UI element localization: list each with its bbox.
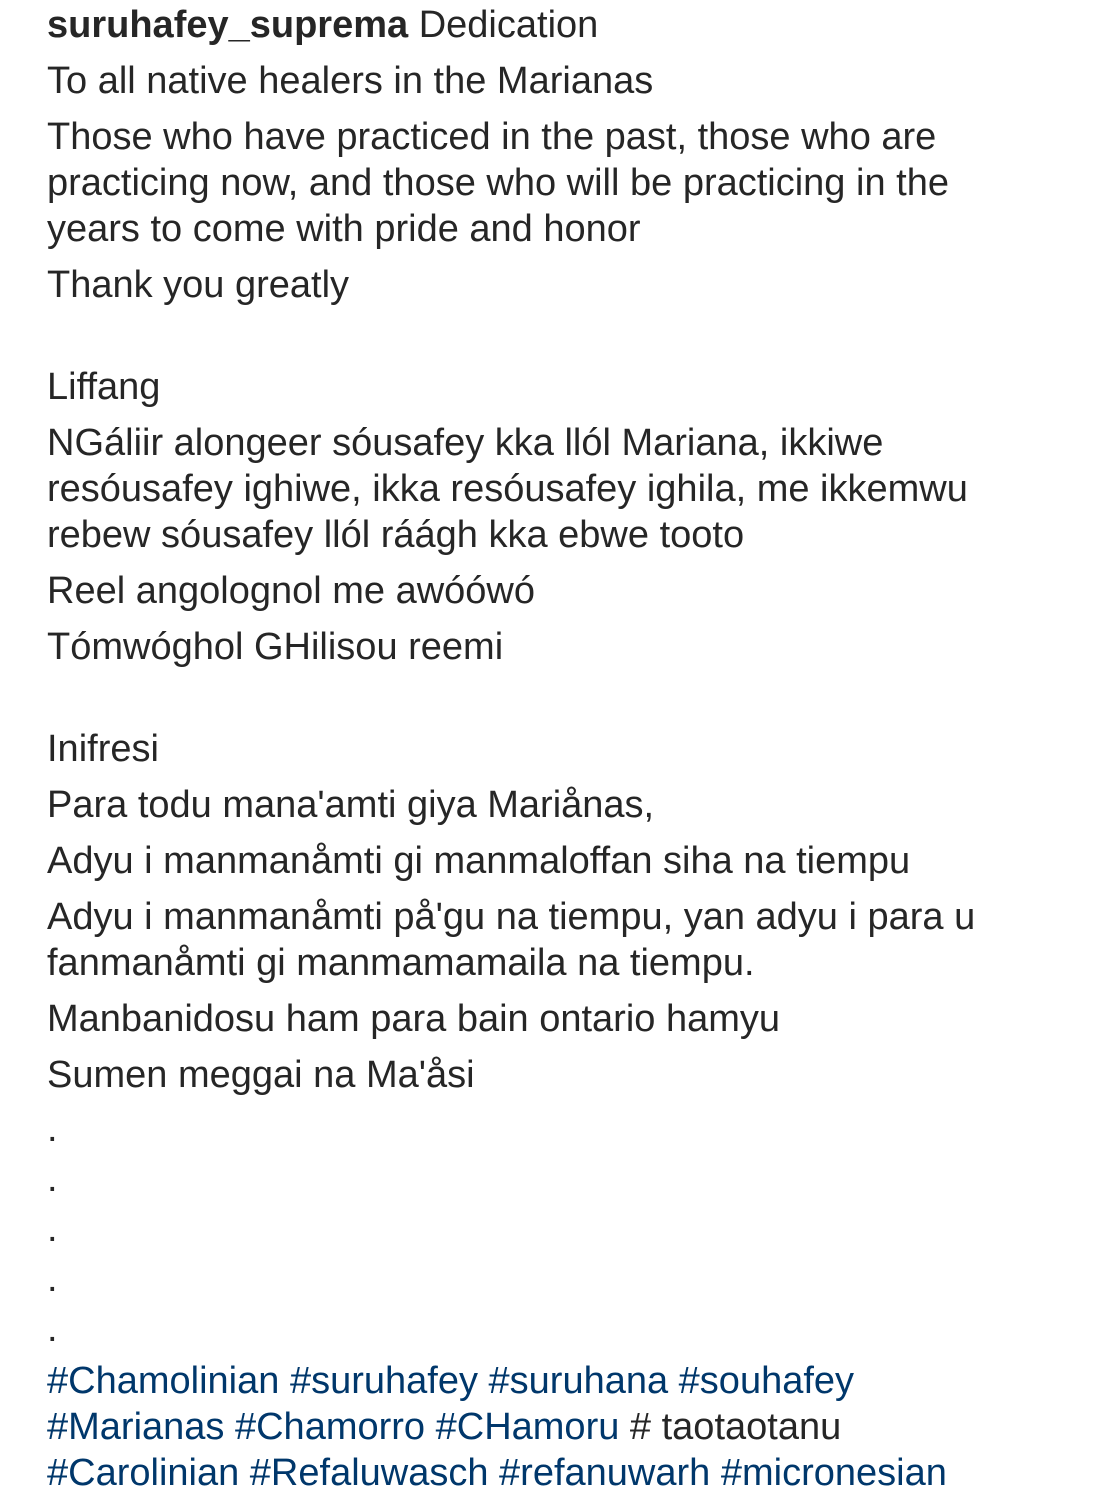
caption-line: rebew sóusafey llól ráágh kka ebwe tooto — [47, 514, 745, 556]
hashtag-link[interactable]: #Chamorro — [234, 1406, 426, 1448]
section-heading: Liffang — [47, 366, 161, 408]
dot: . — [47, 1108, 58, 1150]
hashtag-link[interactable]: #CHamoru — [435, 1406, 620, 1448]
caption-line: years to come with pride and honor — [47, 208, 641, 250]
caption-line: fanmanåmti gi manmamamaila na tiempu. — [47, 942, 755, 984]
caption-line: Sumen meggai na Ma'åsi — [47, 1054, 475, 1096]
caption-line: resóusafey ighiwe, ikka resóusafey ighila, me ikkemwu — [47, 468, 968, 510]
hashtag-link[interactable]: #Carolinian — [47, 1452, 240, 1494]
hashtag-link[interactable]: #Marianas — [47, 1406, 225, 1448]
hashtag-link[interactable]: #suruhafey — [289, 1360, 478, 1402]
caption-line: Para todu mana'amti giya Mariånas, — [47, 784, 655, 826]
post-caption — [0, 2, 1110, 1496]
caption-header — [47, 2, 1110, 48]
caption-line: Reel angolognol me awóówó — [47, 570, 535, 612]
hashtag-line — [47, 1404, 1110, 1450]
username-link[interactable]: suruhafey_suprema — [47, 4, 409, 46]
hashtag-line — [47, 1450, 1110, 1496]
plain-hashtag-text: # taotaotanu — [629, 1406, 842, 1448]
dot: . — [47, 1258, 58, 1300]
hashtag-link[interactable]: #Refaluwasch — [249, 1452, 489, 1494]
english-section — [47, 58, 1110, 308]
hashtag-link[interactable]: #suruhana — [488, 1360, 669, 1402]
caption-line: Tómwóghol GHilisou reemi — [47, 626, 504, 668]
caption-line: Manbanidosu ham para bain ontario hamyu — [47, 998, 781, 1040]
caption-line: Adyu i manmanåmti på'gu na tiempu, yan adyu i para u — [47, 896, 976, 938]
caption-line: NGáliir alongeer sóusafey kka llól Mariana, ikkiwe — [47, 422, 884, 464]
hashtag-link[interactable]: #micronesian — [720, 1452, 947, 1494]
caption-title: Dedication — [418, 4, 599, 46]
dot: . — [47, 1208, 58, 1250]
chamorro-section — [47, 726, 1110, 1098]
caption-line: Those who have practiced in the past, those who are — [47, 116, 937, 158]
dot: . — [47, 1308, 58, 1350]
dot: . — [47, 1158, 58, 1200]
hashtag-link[interactable]: #souhafey — [678, 1360, 855, 1402]
hashtag-line — [47, 1358, 1110, 1404]
caption-line: Thank you greatly — [47, 264, 350, 306]
carolinian-section — [47, 364, 1110, 670]
hashtag-block — [47, 1358, 1110, 1496]
hashtag-link[interactable]: #Chamolinian — [47, 1360, 280, 1402]
caption-line: practicing now, and those who will be practicing in the — [47, 162, 949, 204]
caption-line: To all native healers in the Marianas — [47, 60, 654, 102]
dot-separator — [47, 1104, 1110, 1354]
hashtag-link[interactable]: #refanuwarh — [499, 1452, 711, 1494]
caption-line: Adyu i manmanåmti gi manmaloffan siha na tiempu — [47, 840, 911, 882]
section-heading: Inifresi — [47, 728, 159, 770]
